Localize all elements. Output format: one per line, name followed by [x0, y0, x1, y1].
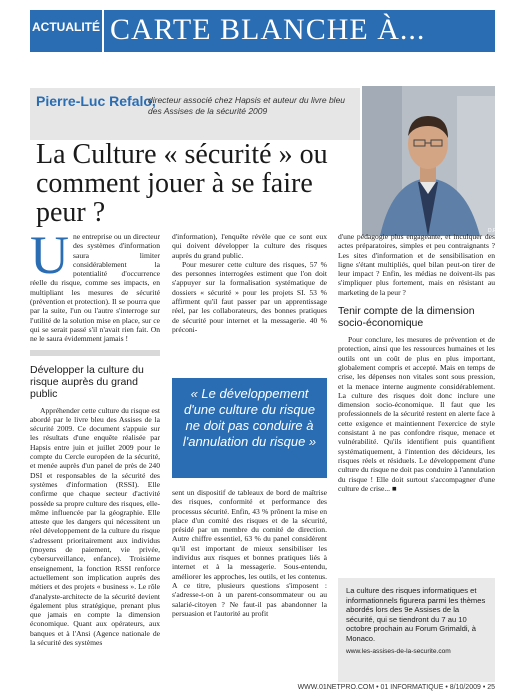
subheading-culture-risque: Développer la culture du risque auprès du grand public: [30, 363, 144, 400]
portrait-illustration: [362, 86, 495, 236]
body-paragraph: d'information), l'enquête révèle que ce sont eux qui doivent développer la culture des risques auprès du grand public.: [172, 232, 327, 260]
column-3: [338, 232, 495, 493]
author-description: directeur associé chez Hapsis et auteur du livre bleu des Assises de la sécurité 2009: [148, 95, 346, 116]
subheading-socio-economique: Tenir compte de la dimension socio-économique: [338, 305, 475, 330]
author-name: Pierre-Luc Refalo,: [36, 93, 156, 109]
body-paragraph: Pour conclure, les mesures de prévention et de protection, ainsi que les ressources humaines et les outils ont un coût de plus en plus important, globalement compris et accepté. Mais en temps de crise, les dépenses non vitales sont sous pression, et la menace interne augmente considérablement. La culture des risques doit donc inclure une dimension socio-économique. Il faut que les professionnels de la sécurité restent en alerte face à cette exigence et maintiennent l'exercice de style consistant à ne pas confondre risque, menace et vulnérabilité. Qu'ils identifient puis quantifient systématiquement, à l'intention des décideurs, les risques réels et résiduels. Le développement d'une culture du risque ne doit pas conduire à l'annulation du risque ! Elle doit surtout s'accompagner d'une culture de crise... ■: [338, 335, 495, 493]
photo-credit: D.R.: [488, 228, 498, 234]
info-box-text: La culture des risques informatiques et informationnels figurera parmi les thèmes abordés lors des 9e Assises de la sécurité, qui se tiendront du 7 au 10 octobre prochain au Forum Grimaldi, à Monaco.: [346, 586, 486, 643]
section-title: CARTE BLANCHE À...: [110, 13, 426, 46]
pull-quote: « Le développement d'une culture du risque ne doit pas conduire à l'annulation du risque »: [172, 378, 327, 478]
body-paragraph: sent un dispositif de tableaux de bord de maîtrise des risques, conformité et performance des processus sécurité. Enfin, 43 % prônent la mise en place d'un comité des risques et de la sécurité, présidé par un membre du comité de direction. Autre chiffre essentiel, 63 % du panel considèrent qu'il est important de mieux sensibiliser les individus aux risques et bonnes pratiques liés à internet et à la messagerie. Sous-entendu, améliorer les approches, les outils, et les contenus. A ce titre, plusieurs questions s'imposent : s'adresse-t-on à un parent-consommateur ou au salarié-citoyen ? Ne faut-il pas abandonner la persuasion et l'autorité au profit: [172, 488, 327, 618]
intro-paragraph: [30, 225, 160, 344]
body-paragraph: d'une pédagogie plus engageante, et inculquer des actes préparatoires, simples et peu contraignants ? Les sites d'information et de sensibilisation en ligne s'étant multipliés, quel bilan peut-on tirer de leur impact ? Enfin, les médias ne doivent-ils pas s'impliquer plus fortement, mais en résistant au marketing de la peur ?: [338, 232, 495, 297]
column-1: [30, 225, 160, 647]
section-tag: ACTUALITÉ: [30, 10, 102, 52]
intro-text: ne entreprise ou un directeur des systèmes d'information saura limiter considérablement la potentialité d'occurrence réelle du risque, comme ses impacts, en multipliant les mesures de sécurité (prévention et protection). Il se pourra que par la suite, l'un ou l'autre s'interroge sur l'utilité de la solution mise en place, sur ce qui se serait passé s'il n'avait rien fait. On ne le saura évidemment jamais !: [30, 232, 160, 344]
section-header: [30, 10, 495, 52]
section-divider: [30, 350, 160, 356]
column-2: [172, 232, 327, 334]
article-headline: La Culture « sécurité » ou comment jouer à se faire peur ?: [36, 139, 328, 228]
info-box-link[interactable]: www.les-assises-de-la-securite.com: [346, 647, 451, 655]
drop-cap: U: [30, 225, 69, 285]
page-footer: WWW.01NETPRO.COM • 01 INFORMATIQUE • 8/10/2009 • 25: [297, 684, 495, 691]
author-photo: [362, 86, 495, 236]
column-2-bottom: [172, 488, 327, 618]
body-paragraph: Pour mesurer cette culture des risques, 57 % des personnes interrogées estiment que l'on doit s'appuyer sur la formalisation systématique de dossiers « sécurité » pour les projets SI. 53 % affirment qu'il faut passer par un apprentissage réel, par les collaborateurs, des bonnes pratiques de sécurité pour internet et la messagerie. 40 % préconi-: [172, 259, 327, 334]
body-paragraph: Appréhender cette culture du risque est abordé par le livre bleu des Assises de la sécurité 2009. Ce document s'appuie sur les résultats d'une enquête réalisée par Hapsis entre juin et juillet 2009 pour le compte du Cercle européen de la sécurité, et menée auprès d'un panel de près de 240 DSI et responsables de la sécurité des systèmes d'information (RSSI). Elle confirme que chaque secteur d'activité possède sa propre culture des risques, elle-même influencée par la géographie. Elle atteste que les dangers qui nécessitent un réel développement de la culture du risque s'adressent prioritairement aux individus (moyens de paiement, vie privée, cybersurveillance, enfance). Troisième enseignement, la fonction RSSI renforce actuellement son implication auprès des métiers et des projets « business ». Le rôle d'analyste-architecte de la sécurité devient également plus stratégique, prenant plus que jamais en compte la dimension économique. Quant aux opérateurs, aux banques et à l'Ansi (Agence nationale de la sécurité des systèmes: [30, 405, 160, 647]
info-box: [338, 578, 495, 682]
